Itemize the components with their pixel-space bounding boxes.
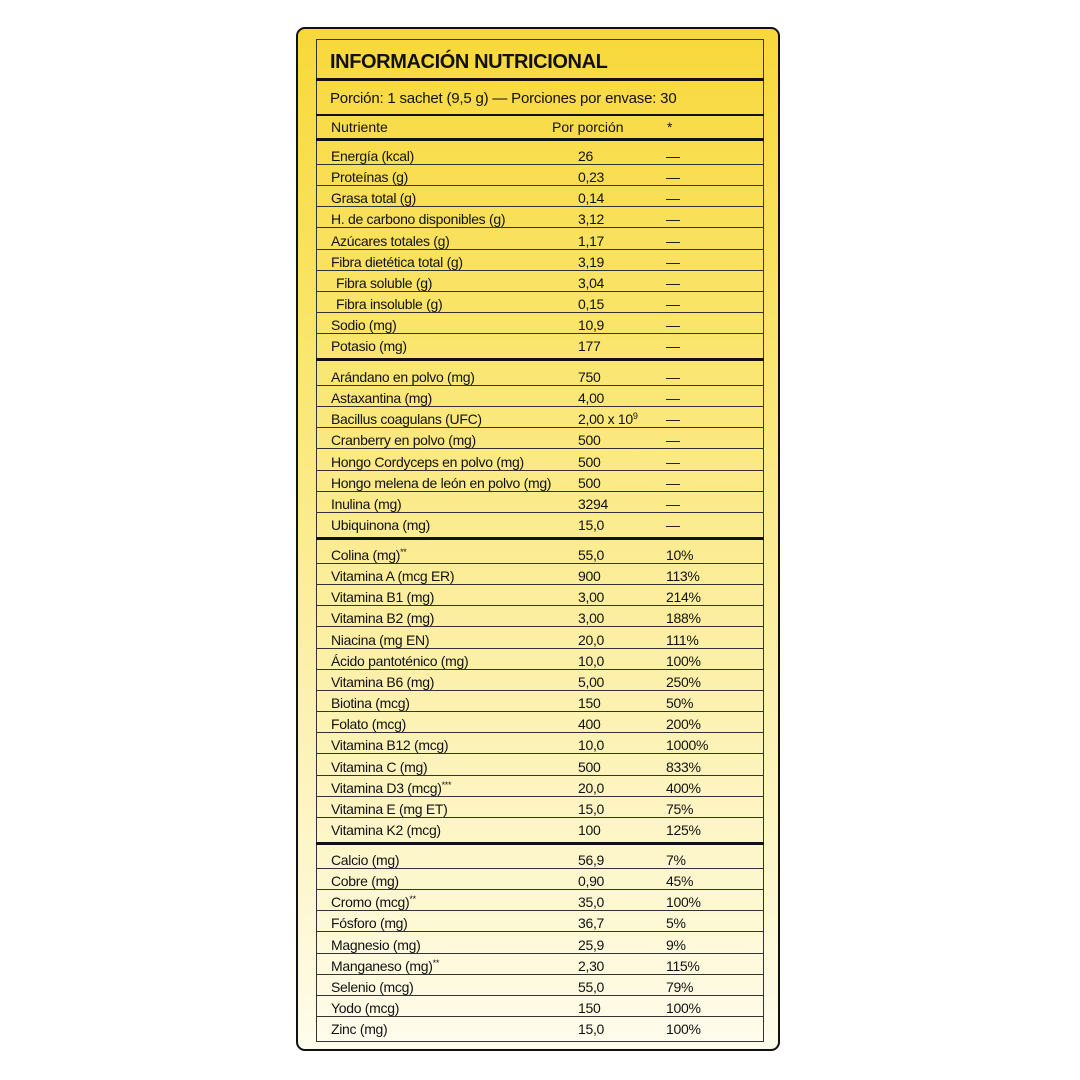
per-portion-value-text: 400: [578, 716, 601, 733]
per-portion-value-text: 26: [578, 148, 593, 164]
per-portion-value: [578, 691, 600, 712]
per-portion-value: [578, 649, 604, 670]
per-portion-value-text: 10,0: [578, 652, 605, 669]
daily-value-percent: —: [666, 390, 680, 407]
table-row: [316, 1017, 764, 1038]
per-portion-value-text: 15,0: [578, 1021, 605, 1038]
table-row: [316, 513, 764, 534]
nutrient-name-text: Ácido pantoténico (mg): [331, 652, 469, 669]
daily-value-percent: —: [666, 169, 680, 186]
table-row: [316, 292, 764, 313]
nutrient-name-text: Arándano en polvo (mg): [331, 369, 475, 385]
nutrient-name: [331, 313, 396, 334]
nutrient-name-text: Cobre (mg): [331, 873, 399, 890]
nutrient-name-text: Vitamina B6 (mg): [331, 673, 435, 690]
table-row: [316, 755, 764, 776]
per-portion-value: [578, 818, 600, 839]
per-portion-value-text: 500: [578, 432, 601, 449]
table-row: [316, 585, 764, 606]
per-portion-value: [578, 797, 604, 818]
table-row: [316, 818, 764, 839]
daily-value-percent: —: [666, 317, 680, 334]
table-row: [316, 334, 764, 355]
per-portion-value-text: 10,0: [578, 737, 605, 754]
daily-value-percent: 100%: [666, 652, 701, 669]
table-row: [316, 606, 764, 627]
nutrient-name: [331, 691, 410, 712]
per-portion-value-text: 15,0: [578, 517, 605, 534]
per-portion-value-text: 36,7: [578, 915, 605, 932]
nutrient-name: [331, 407, 482, 428]
per-portion-value-text: 500: [578, 474, 601, 491]
table-row: [316, 313, 764, 334]
per-portion-value: [578, 733, 604, 754]
per-portion-value: [578, 165, 604, 186]
nutrient-name-text: Yodo (mcg): [331, 1000, 400, 1017]
per-portion-value-text: 3,00: [578, 589, 605, 606]
table-row: [316, 911, 764, 932]
daily-value-percent: 45%: [666, 873, 694, 890]
nutrient-name: [331, 890, 416, 911]
nutrient-name-text: Biotina (mcg): [331, 695, 410, 712]
nutrient-name-text: Energía (kcal): [331, 148, 414, 164]
nutrient-name-text: Azúcares totales (g): [331, 232, 450, 249]
nutrient-name-text: Manganeso (mg): [331, 957, 433, 974]
nutrient-name: [331, 848, 399, 869]
per-portion-value-text: 55,0: [578, 547, 605, 563]
per-portion-value-text: 177: [578, 338, 601, 355]
nutrient-name-text: Cromo (mcg): [331, 894, 410, 911]
per-portion-value-text: 0,90: [578, 873, 605, 890]
nutrient-name: [331, 471, 551, 492]
daily-value-percent: 100%: [666, 894, 701, 911]
nutrient-name-text: Bacillus coagulans (UFC): [331, 411, 482, 428]
table-row: [316, 564, 764, 585]
table-row: [316, 543, 764, 564]
table-row: [316, 428, 764, 449]
exponent: 9: [632, 411, 638, 422]
per-portion-value: [578, 776, 604, 797]
section-divider: [316, 537, 764, 540]
nutrient-name: [331, 712, 406, 733]
nutrient-name-text: Hongo Cordyceps en polvo (mg): [331, 453, 524, 470]
nutrient-name: [331, 564, 454, 585]
table-row: [316, 144, 764, 165]
per-portion-value-text: 3,00: [578, 610, 605, 627]
nutrient-name: [331, 776, 451, 797]
daily-value-percent: 214%: [666, 589, 701, 606]
per-portion-value: [578, 869, 604, 890]
nutrient-name: [331, 628, 429, 649]
table-row: [316, 933, 764, 954]
nutrient-name: [331, 954, 439, 975]
daily-value-percent: —: [666, 274, 680, 291]
per-portion-value-text: 5,00: [578, 673, 605, 690]
daily-value-percent: 400%: [666, 779, 701, 796]
nutrient-name: [331, 670, 434, 691]
nutrient-name-text: Vitamina D3 (mcg): [331, 779, 442, 796]
table-row: [316, 450, 764, 471]
per-portion-value: [578, 513, 604, 534]
daily-value-percent: 79%: [666, 978, 694, 995]
footnote-marker: **: [400, 547, 407, 557]
per-portion-value: [578, 229, 604, 250]
nutrient-name: [331, 386, 432, 407]
per-portion-value-text: 750: [578, 369, 601, 385]
table-row: [316, 471, 764, 492]
per-portion-value-text: 500: [578, 758, 601, 775]
nutrient-name-text: Fósforo (mg): [331, 915, 408, 932]
nutrient-name-text: Vitamina A (mcg ER): [331, 568, 455, 585]
per-portion-value-text: 1,17: [578, 232, 605, 249]
table-row: [316, 670, 764, 691]
table-row: [316, 712, 764, 733]
table-row: [316, 365, 764, 386]
section-divider: [316, 358, 764, 361]
daily-value-percent: 100%: [666, 1021, 701, 1038]
nutrient-name: [331, 797, 448, 818]
daily-value-percent: 7%: [666, 852, 686, 868]
daily-value-percent: 125%: [666, 821, 701, 838]
nutrient-name-text: Astaxantina (mg): [331, 390, 433, 407]
daily-value-percent: —: [666, 369, 680, 385]
daily-value-percent: 111%: [666, 631, 699, 648]
nutrient-name-text: Proteínas (g): [331, 169, 409, 186]
nutrient-name-text: Vitamina E (mg ET): [331, 800, 448, 817]
per-portion-value: [578, 207, 604, 228]
daily-value-percent: —: [666, 474, 680, 491]
nutrient-name: [331, 755, 427, 776]
daily-value-percent: —: [666, 296, 680, 313]
nutrient-name: [331, 513, 430, 534]
per-portion-value-text: 4,00: [578, 390, 605, 407]
daily-value-percent: —: [666, 411, 680, 428]
nutrient-name-text: Hongo melena de león en polvo (mg): [331, 474, 552, 491]
per-portion-value-text: 0,15: [578, 296, 605, 313]
daily-value-percent: —: [666, 453, 680, 470]
nutrient-name: [331, 229, 450, 250]
per-portion-value-text: 0,23: [578, 169, 605, 186]
per-portion-value-text: 100: [578, 821, 601, 838]
nutrient-name: [331, 869, 399, 890]
nutrient-name: [331, 585, 434, 606]
nutrient-name-text: Vitamina B12 (mcg): [331, 737, 449, 754]
daily-value-percent: 188%: [666, 610, 701, 627]
nutrient-name: [331, 450, 524, 471]
per-portion-value: [578, 606, 604, 627]
nutrient-name-text: Ubiquinona (mg): [331, 517, 430, 534]
per-portion-value: [578, 450, 600, 471]
table-row: [316, 207, 764, 228]
daily-value-percent: —: [666, 517, 680, 534]
per-portion-value: [578, 564, 600, 585]
per-portion-value: [578, 712, 600, 733]
per-portion-value-text: 3,12: [578, 211, 605, 228]
header-nutrient: Nutriente: [331, 119, 388, 135]
per-portion-value-text: 55,0: [578, 978, 605, 995]
label-title: INFORMACIÓN NUTRICIONAL: [330, 51, 608, 73]
daily-value-percent: 75%: [666, 800, 694, 817]
per-portion-value: [578, 292, 604, 313]
per-portion-value: [578, 250, 604, 271]
per-portion-value-text: 150: [578, 695, 601, 712]
daily-value-percent: —: [666, 338, 680, 355]
per-portion-value: [578, 313, 604, 334]
per-portion-value-text: 500: [578, 453, 601, 470]
daily-value-percent: —: [666, 432, 680, 449]
per-portion-value-text: 3,19: [578, 253, 605, 270]
nutrient-name: [331, 492, 401, 513]
nutrient-name: [336, 292, 442, 313]
nutrient-name: [331, 606, 434, 627]
daily-value-percent: 100%: [666, 1000, 701, 1017]
nutrient-name-text: H. de carbono disponibles (g): [331, 211, 506, 228]
per-portion-value: [578, 1017, 604, 1038]
per-portion-value-text: 150: [578, 1000, 601, 1017]
table-row: [316, 229, 764, 250]
header-per-portion: Por porción: [552, 119, 624, 135]
per-portion-value-text: 20,0: [578, 631, 605, 648]
daily-value-percent: —: [666, 148, 680, 164]
nutrient-name-text: Sodio (mg): [331, 317, 397, 334]
header-divider: [316, 138, 764, 141]
table-row: [316, 975, 764, 996]
nutrient-name: [331, 250, 463, 271]
table-row: [316, 890, 764, 911]
per-portion-value: [578, 933, 604, 954]
per-portion-value-text: 900: [578, 568, 601, 585]
nutrient-name: [331, 975, 413, 996]
per-portion-value: [578, 186, 604, 207]
header-daily-value: *: [667, 119, 673, 135]
per-portion-value-text: 2,00 x 10: [578, 411, 633, 428]
nutrient-name-text: Fibra soluble (g): [336, 274, 433, 291]
table-row: [316, 848, 764, 869]
per-portion-value-text: 3,04: [578, 274, 605, 291]
title-divider: [316, 78, 764, 81]
per-portion-value: [578, 144, 593, 165]
nutrient-name-text: Folato (mcg): [331, 716, 406, 733]
table-row: [316, 797, 764, 818]
daily-value-percent: 115%: [666, 957, 700, 974]
nutrient-name-text: Zinc (mg): [331, 1021, 388, 1038]
nutrient-name: [331, 165, 408, 186]
nutrient-name: [331, 818, 441, 839]
per-portion-value: [578, 975, 604, 996]
nutrient-name: [331, 933, 420, 954]
per-portion-value: [578, 954, 604, 975]
daily-value-percent: —: [666, 232, 680, 249]
table-row: [316, 954, 764, 975]
daily-value-percent: 1000%: [666, 737, 709, 754]
daily-value-percent: 113%: [666, 568, 700, 585]
section-divider: [316, 842, 764, 845]
table-row: [316, 996, 764, 1017]
nutrient-name: [331, 365, 475, 386]
per-portion-value: [578, 848, 604, 869]
per-portion-value: [578, 911, 604, 932]
per-portion-value: [578, 407, 638, 428]
per-portion-value-text: 25,9: [578, 936, 605, 953]
footnote-marker: ***: [441, 779, 452, 790]
daily-value-percent: —: [666, 495, 680, 512]
per-portion-value: [578, 890, 604, 911]
nutrient-name-text: Inulina (mg): [331, 495, 402, 512]
nutrient-name: [331, 733, 448, 754]
per-portion-value: [578, 386, 604, 407]
per-portion-value: [578, 996, 600, 1017]
daily-value-percent: 5%: [666, 915, 686, 932]
nutrient-name: [331, 1017, 387, 1038]
table-row: [316, 492, 764, 513]
per-portion-value: [578, 585, 604, 606]
table-row: [316, 869, 764, 890]
table-row: [316, 628, 764, 649]
per-portion-value: [578, 471, 600, 492]
nutrient-name: [331, 334, 407, 355]
per-portion-value-text: 35,0: [578, 894, 605, 911]
nutrient-name-text: Selenio (mcg): [331, 978, 414, 995]
table-row: [316, 407, 764, 428]
table-row: [316, 386, 764, 407]
daily-value-percent: 9%: [666, 936, 686, 953]
table-row: [316, 649, 764, 670]
per-portion-value: [578, 755, 600, 776]
per-portion-value-text: 56,9: [578, 852, 605, 868]
nutrient-name-text: Colina (mg): [331, 547, 401, 563]
per-portion-value-text: 10,9: [578, 317, 605, 334]
per-portion-value: [578, 334, 600, 355]
nutrient-name: [331, 144, 414, 165]
per-portion-value-text: 0,14: [578, 190, 605, 207]
nutrient-name: [336, 271, 432, 292]
per-portion-value-text: 20,0: [578, 779, 605, 796]
nutrient-name: [331, 186, 416, 207]
nutrient-name-text: Calcio (mg): [331, 852, 400, 868]
nutrient-name-text: Niacina (mg EN): [331, 631, 430, 648]
nutrient-name-text: Vitamina C (mg): [331, 758, 428, 775]
per-portion-value: [578, 428, 600, 449]
nutrient-name: [331, 543, 406, 564]
nutrient-name-text: Magnesio (mg): [331, 936, 421, 953]
per-portion-value-text: 15,0: [578, 800, 605, 817]
nutrient-name-text: Potasio (mg): [331, 338, 407, 355]
table-row: [316, 776, 764, 797]
daily-value-percent: 200%: [666, 716, 701, 733]
table-row: [316, 733, 764, 754]
table-row: [316, 165, 764, 186]
nutrient-name-text: Vitamina K2 (mcg): [331, 821, 441, 838]
table-row: [316, 250, 764, 271]
daily-value-percent: —: [666, 253, 680, 270]
daily-value-percent: —: [666, 211, 680, 228]
per-portion-value-text: 2,30: [578, 957, 605, 974]
nutrient-name-text: Cranberry en polvo (mg): [331, 432, 476, 449]
per-portion-value: [578, 670, 604, 691]
nutrient-name: [331, 207, 505, 228]
per-portion-value: [578, 365, 600, 386]
table-row: [316, 186, 764, 207]
nutrient-name-text: Grasa total (g): [331, 190, 416, 207]
daily-value-percent: 250%: [666, 673, 701, 690]
per-portion-value: [578, 628, 604, 649]
nutrient-name-text: Fibra insoluble (g): [336, 296, 443, 313]
nutrient-name: [331, 911, 408, 932]
daily-value-percent: 833%: [666, 758, 701, 775]
daily-value-percent: 50%: [666, 695, 694, 712]
footnote-marker: **: [409, 894, 416, 905]
nutrient-name: [331, 428, 476, 449]
per-portion-value: [578, 271, 604, 292]
nutrient-name: [331, 996, 399, 1017]
daily-value-percent: —: [666, 190, 680, 207]
per-portion-value-text: 3294: [578, 495, 608, 512]
serving-info: Porción: 1 sachet (9,5 g) — Porciones por envase: 30: [330, 90, 677, 107]
per-portion-value: [578, 492, 608, 513]
footnote-marker: **: [432, 957, 440, 968]
per-portion-value: [578, 543, 604, 564]
nutrient-name-text: Vitamina B1 (mg): [331, 589, 435, 606]
nutrient-name-text: Vitamina B2 (mg): [331, 610, 435, 627]
nutrient-name: [331, 649, 468, 670]
nutrient-name-text: Fibra dietética total (g): [331, 253, 463, 270]
daily-value-percent: 10%: [666, 547, 694, 563]
table-row: [316, 271, 764, 292]
table-row: [316, 691, 764, 712]
